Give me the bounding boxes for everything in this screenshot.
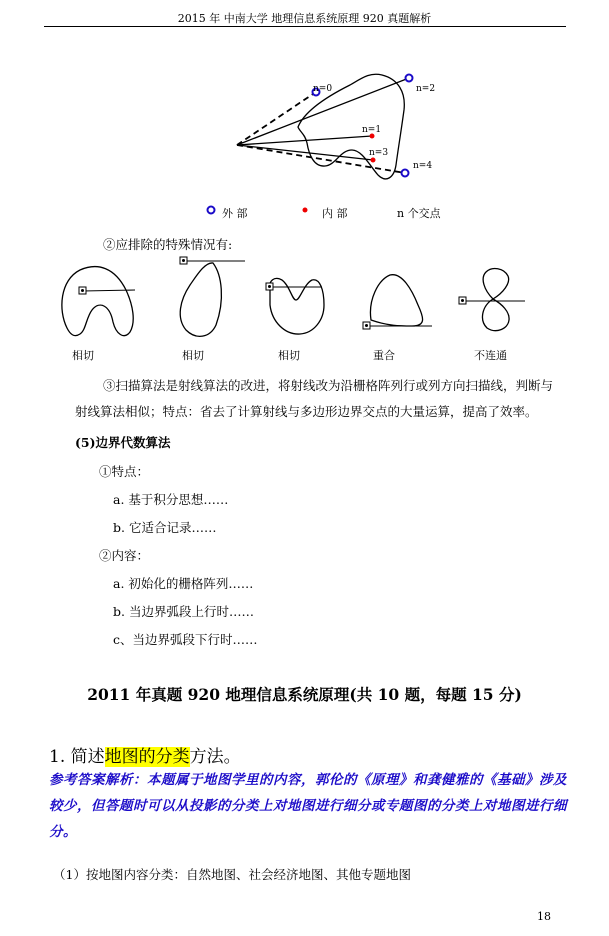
feature-a: a. 基于积分思想…… — [113, 492, 229, 507]
answer-analysis: 参考答案解析：本题属于地图学里的内容，郭伦的《原理》和龚健雅的《基础》涉及较少，但答题时可以从投影的分类上对地图进行细分或专题图的分类上对地图进行细分。 — [49, 772, 567, 840]
caption-disconnected: 不连通 — [474, 349, 507, 362]
outside-point-n2 — [406, 75, 413, 82]
content-a: a. 初始化的栅格阵列…… — [113, 576, 254, 591]
feature-title: ①特点： — [99, 464, 150, 479]
legend-inside-symbol — [303, 208, 308, 213]
question-1-suffix: 方法。 — [189, 747, 241, 767]
case-tangent-2 — [180, 257, 245, 336]
label-n2: n=2 — [416, 84, 436, 94]
scan-line-2: 射线算法相似；特点：省去了计算射线与多边形边界交点的大量运算，提高了效率。 — [75, 404, 538, 419]
question-1-prefix: 1. 简述 — [49, 747, 105, 767]
label-n0: n=0 — [313, 84, 333, 94]
page-number: 18 — [537, 910, 551, 923]
case-tangent-3 — [266, 278, 324, 334]
question-1-highlight: 地图的分类 — [104, 747, 190, 767]
ray-method-figure — [0, 0, 609, 370]
case-tangent-1 — [62, 267, 135, 336]
label-n1: n=1 — [362, 125, 382, 135]
caption-coincident: 重合 — [373, 349, 395, 362]
scan-line-1: ③扫描算法是射线算法的改进，将射线改为沿栅格阵列行或列方向扫描线，判断与 — [103, 378, 554, 393]
content-b: b. 当边界弧段上行时…… — [113, 604, 254, 619]
outside-point-n4 — [402, 170, 409, 177]
label-n3: n=3 — [369, 148, 389, 158]
question-1 — [49, 742, 241, 767]
case-coincident — [363, 275, 432, 329]
content-c: c、当边界弧段下行时…… — [113, 632, 258, 647]
inside-point-n3 — [371, 158, 376, 163]
label-n4: n=4 — [413, 161, 433, 171]
case-disconnected — [459, 269, 525, 331]
ray-n3 — [237, 145, 373, 160]
legend-outside-label: 外 部 — [222, 207, 248, 220]
feature-b: b. 它适合记录…… — [113, 520, 217, 535]
content-title: ②内容： — [99, 548, 150, 563]
answer-item-1: （1）按地图内容分类：自然地图、社会经济地图、其他专题地图 — [53, 867, 411, 882]
special-cases-heading: ②应排除的特殊情况有: — [103, 237, 233, 252]
caption-tangent-1: 相切 — [72, 349, 94, 362]
exam-2011-title: 2011 年真题 920 地理信息系统原理(共 10 题，每题 15 分) — [87, 685, 522, 704]
boundary-heading: (5)边界代数算法 — [75, 435, 171, 450]
page-header: 2015 年 中南大学 地理信息系统原理 920 真题解析 — [177, 12, 432, 25]
legend-inside-label: 内 部 — [322, 207, 348, 220]
legend-count-label: n 个交点 — [397, 207, 441, 220]
caption-tangent-3: 相切 — [278, 349, 300, 362]
caption-tangent-2: 相切 — [182, 349, 204, 362]
legend-outside-symbol — [208, 207, 215, 214]
